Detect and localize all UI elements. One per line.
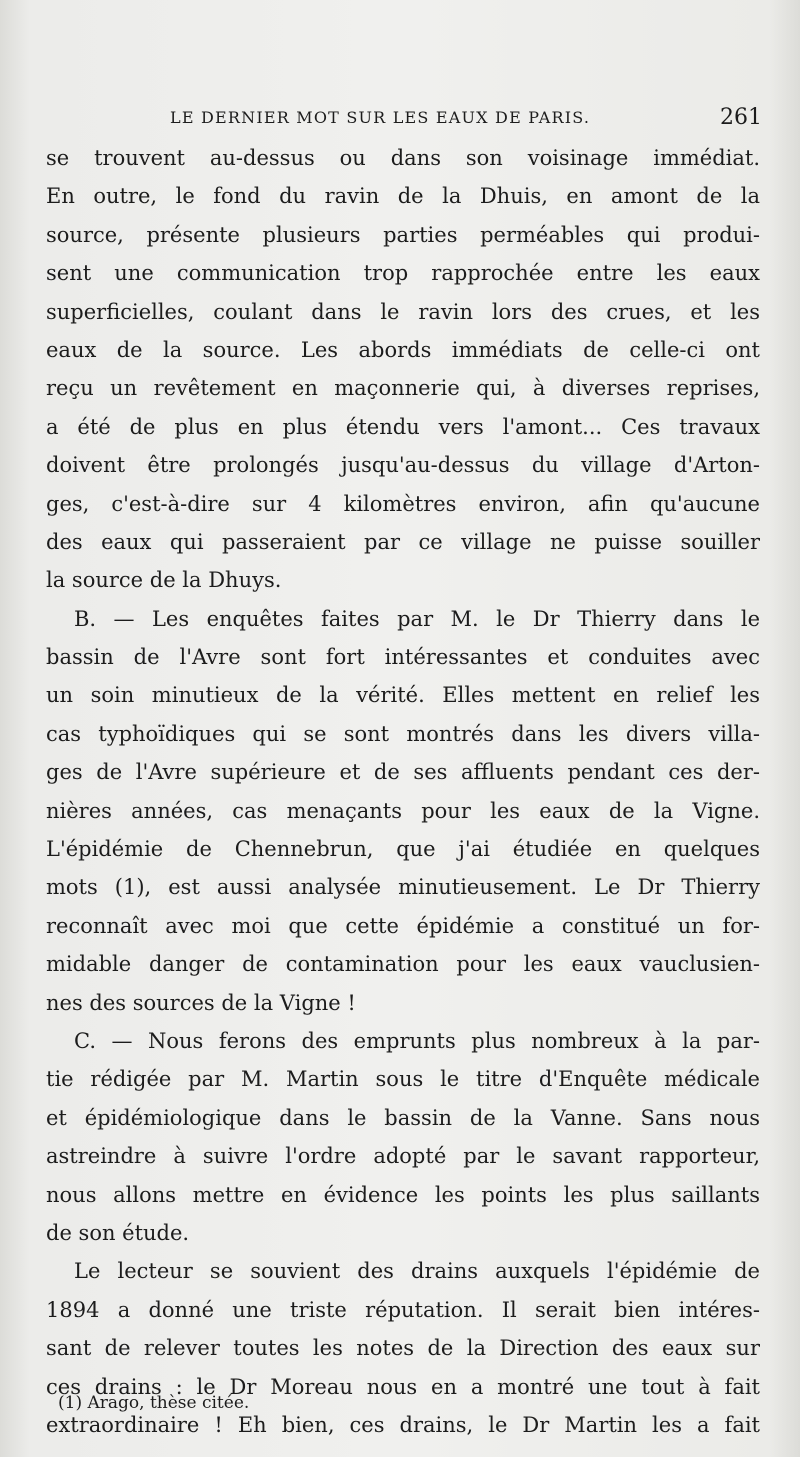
text-line: de son étude. (46, 1220, 190, 1245)
text-line: cas typhoïdiques qui se sont montrés dans les divers villa- (46, 721, 760, 746)
text-line: mots (1), est aussi analysée minutieusement. Le Dr Thierry (46, 875, 760, 900)
text-line: L'épidémie de Chennebrun, que j'ai étudiée en quelques (46, 837, 760, 862)
text-line: extraordinaire ! Eh bien, ces drains, le Dr Martin les a fait (46, 1412, 760, 1437)
text-line: a été de plus en plus étendu vers l'amont... Ces travaux (46, 414, 760, 439)
text-line: Le lecteur se souvient des drains auxquels l'épidémie de (74, 1259, 760, 1284)
text-line: ges, c'est-à-dire sur 4 kilomètres environ, afin qu'aucune (46, 491, 760, 516)
text-line: doivent être prolongés jusqu'au-dessus du village d'Arton- (46, 453, 760, 478)
text-line: tie rédigée par M. Martin sous le titre d'Enquête médicale (46, 1067, 760, 1092)
text-line: ces drains : le Dr Moreau nous en a montré une tout à fait (46, 1374, 760, 1399)
text-line: reconnaît avec moi que cette épidémie a constitué un for- (46, 913, 760, 938)
text-line: sant de relever toutes les notes de la Direction des eaux sur (46, 1336, 760, 1361)
footnote: (1) Arago, thèse citée. (58, 1393, 250, 1413)
running-title: LE DERNIER MOT SUR LES EAUX DE PARIS. (170, 108, 591, 127)
text-line: C. — Nous ferons des emprunts plus nombreux à la par- (74, 1028, 760, 1053)
text-line: se trouvent au-dessus ou dans son voisinage immédiat. (46, 146, 760, 170)
text-line: B. — Les enquêtes faites par M. le Dr Thierry dans le (74, 606, 760, 631)
body-text (46, 139, 760, 1444)
text-line: nières années, cas menaçants pour les eaux de la Vigne. (46, 798, 760, 823)
text-line: midable danger de contamination pour les eaux vauclusien- (46, 952, 760, 977)
text-line: En outre, le fond du ravin de la Dhuis, en amont de la (46, 184, 760, 209)
text-line: ges de l'Avre supérieure et de ses affluents pendant ces der- (46, 760, 760, 785)
page-header (46, 103, 762, 133)
text-line: nous allons mettre en évidence les points les plus saillants (46, 1182, 760, 1207)
text-line: source, présente plusieurs parties perméables qui produi- (46, 222, 760, 247)
text-line: 1894 a donné une triste réputation. Il serait bien intéres- (46, 1297, 760, 1322)
text-line: des eaux qui passeraient par ce village ne puisse souiller (46, 529, 760, 554)
text-line: bassin de l'Avre sont fort intéressantes et conduites avec (46, 645, 760, 670)
text-line: et épidémiologique dans le bassin de la Vanne. Sans nous (46, 1105, 760, 1130)
text-line: reçu un revêtement en maçonnerie qui, à diverses reprises, (46, 376, 760, 401)
page-number: 261 (720, 105, 762, 130)
text-line: astreindre à suivre l'ordre adopté par le savant rapporteur, (46, 1144, 760, 1169)
text-line: sent une communication trop rapprochée entre les eaux (46, 261, 760, 286)
text-line: nes des sources de la Vigne ! (46, 990, 356, 1015)
text-line: superficielles, coulant dans le ravin lors des crues, et les (46, 299, 760, 324)
text-line: la source de la Dhuys. (46, 568, 282, 593)
text-line: un soin minutieux de la vérité. Elles mettent en relief les (46, 683, 760, 708)
text-line: eaux de la source. Les abords immédiats de celle-ci ont (46, 337, 760, 362)
